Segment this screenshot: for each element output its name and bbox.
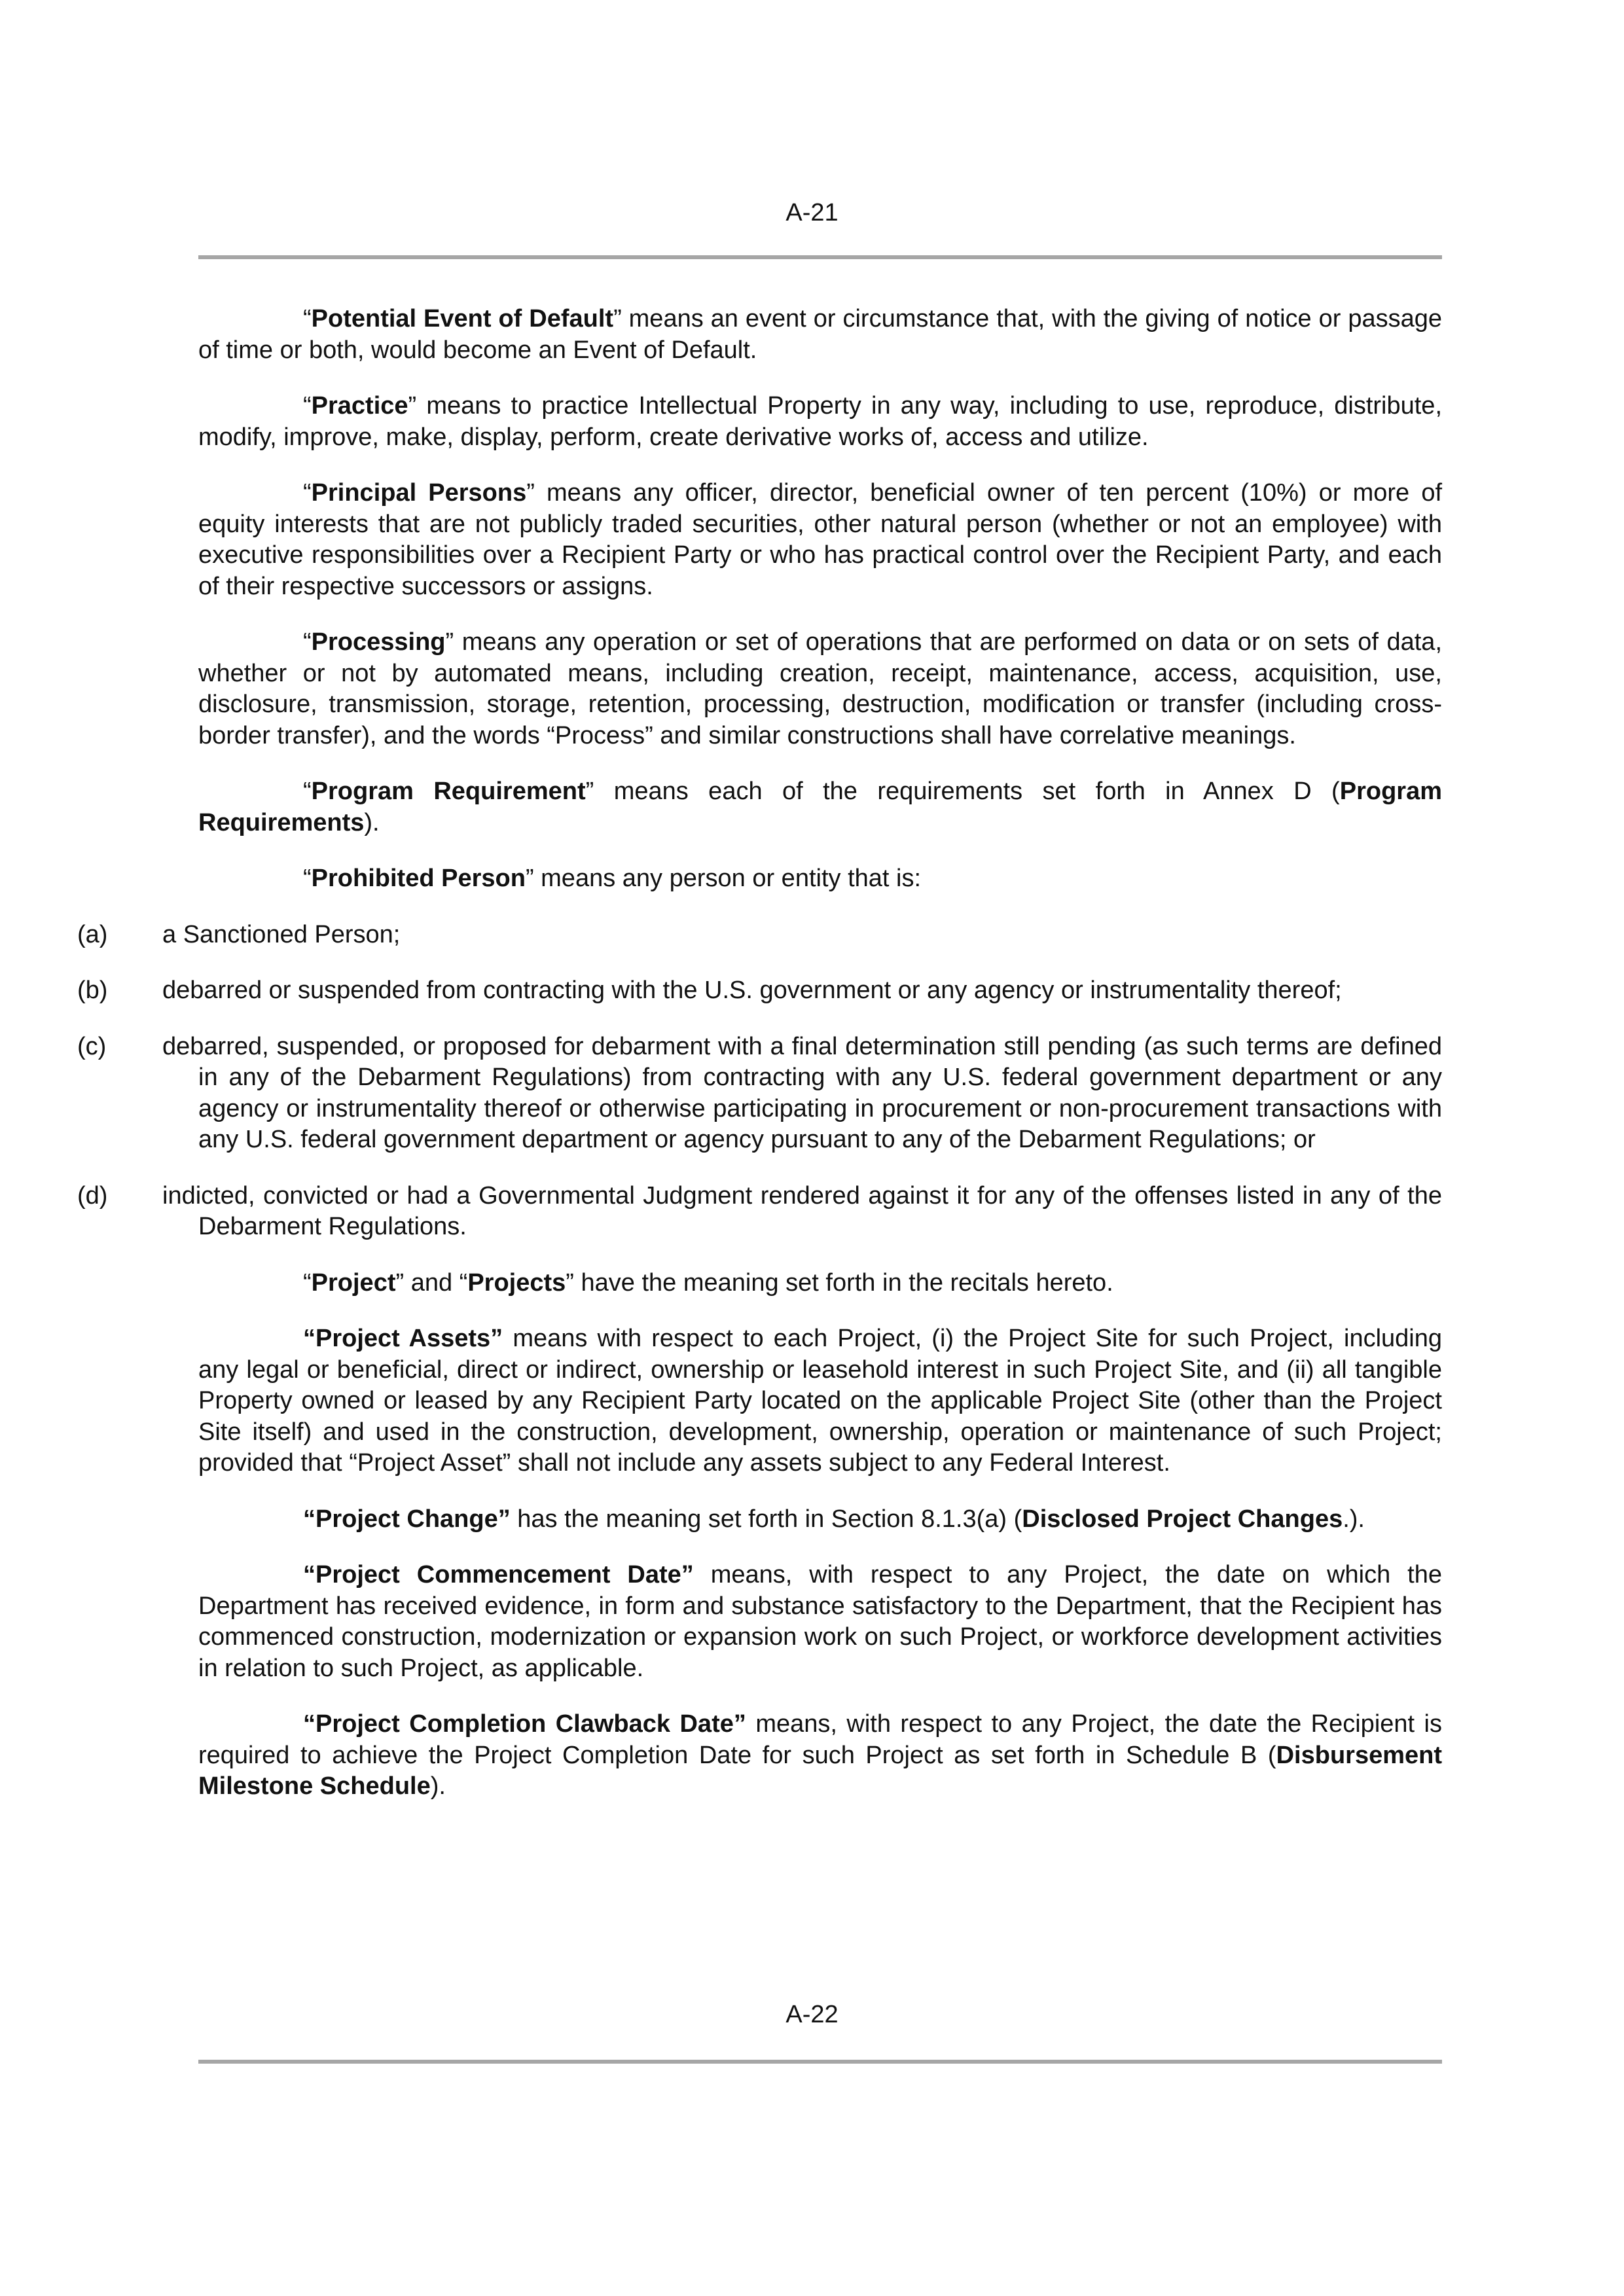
definition-text: means, with respect to any Project, the date on which the Department has received evidence, in form and substance satisfactory to the Department, that the Recipient has commenced construction, modernization or expansion work on such Project, or workforce development activities in relation to such Project, as applicable. xyxy=(198,1561,1443,1682)
list-item-label: (c) xyxy=(77,1032,107,1060)
definition-close: ). xyxy=(430,1772,446,1800)
document-body xyxy=(77,304,1443,1803)
list-item-label: (b) xyxy=(77,977,108,1004)
list-item xyxy=(77,920,1442,951)
defined-term: Program Requirement xyxy=(311,778,586,805)
definition-processing xyxy=(198,627,1442,751)
definition-principal-persons xyxy=(198,478,1442,602)
cross-reference: Disclosed Project Changes xyxy=(1022,1505,1343,1533)
defined-term: “Project Assets” xyxy=(303,1325,503,1352)
definition-project-commencement-date xyxy=(198,1560,1442,1684)
open-quote: “ xyxy=(303,628,312,656)
definition-close: .). xyxy=(1343,1505,1365,1533)
open-quote: “ xyxy=(303,479,312,507)
defined-term: “Project Change” xyxy=(303,1505,511,1533)
page-number-header: A-21 xyxy=(785,199,839,226)
list-item-text: debarred, suspended, or proposed for debarment with a final determination still pending (as such terms are defined in any of the Debarment Regulations) from contracting with any U.S. federal government department or any agency or instrumentality thereof or otherwise participating in procurement or non-procurement transactions with any U.S. federal government department or agency pursuant to any of the Debarment Regulations; or xyxy=(162,1032,1442,1153)
definition-project xyxy=(198,1268,1442,1299)
list-item-text: a Sanctioned Person; xyxy=(162,920,401,948)
defined-term: Practice xyxy=(311,392,408,420)
header-divider xyxy=(198,255,1442,259)
definition-project-assets xyxy=(198,1323,1442,1479)
open-quote: “ xyxy=(303,392,312,420)
list-item xyxy=(77,1181,1442,1243)
defined-term: Project xyxy=(311,1268,396,1297)
list-item-label: (d) xyxy=(77,1181,108,1210)
definition-text: ” means to practice Intellectual Property in any way, including to use, reproduce, distribute, modify, improve, make, display, perform, create derivative works of, access and utilize. xyxy=(198,392,1442,451)
open-quote: “ xyxy=(303,305,312,332)
defined-term: Prohibited Person xyxy=(311,865,526,892)
definition-join: ” and “ xyxy=(395,1268,468,1297)
cross-reference: Disbursement Milestone Schedule xyxy=(198,1741,1442,1800)
definition-program-requirement xyxy=(198,776,1442,838)
footer-divider xyxy=(198,2060,1442,2064)
definition-project-change xyxy=(198,1504,1442,1535)
definition-prohibited-person xyxy=(198,863,1442,895)
definition-text: ” means an event or circumstance that, with the giving of notice or passage of time or both, would become an Event of Default. xyxy=(198,305,1442,364)
open-quote: “ xyxy=(303,865,312,892)
defined-term: Potential Event of Default xyxy=(311,305,614,332)
page-number-footer: A-22 xyxy=(785,2001,839,2028)
list-item xyxy=(77,1031,1442,1156)
list-item xyxy=(77,975,1442,1007)
definition-text: has the meaning set forth in Section 8.1.3(a) ( xyxy=(510,1505,1022,1533)
definition-text: means, with respect to any Project, the date the Recipient is required to achieve the Project Completion Date for such Project as set forth in Schedule B ( xyxy=(198,1710,1442,1769)
defined-term: Projects xyxy=(467,1268,566,1297)
definition-practice xyxy=(198,391,1442,453)
definition-close: ). xyxy=(364,808,380,836)
definition-project-completion-clawback-date xyxy=(198,1709,1442,1803)
definition-text: means with respect to each Project, (i) the Project Site for such Project, including any legal or beneficial, direct or indirect, ownership or leasehold interest in such Project Site, and (ii) all tangible Property owned or leased by any Recipient Party located on the applicable Project Site (other than the Project Site itself) and used in the construction, development, ownership, operation or maintenance of such Project; provided that “Project Asset” shall not include any assets subject to any Federal Interest. xyxy=(198,1325,1442,1477)
definition-potential-event-of-default xyxy=(198,304,1442,366)
definition-text: ” have the meaning set forth in the recitals hereto. xyxy=(566,1268,1113,1297)
defined-term: Principal Persons xyxy=(311,479,527,507)
list-item-text: indicted, convicted or had a Governmental Judgment rendered against it for any of the offenses listed in any of the Debarment Regulations. xyxy=(162,1181,1442,1240)
definition-text: ” means any operation or set of operations that are performed on data or on sets of data, whether or not by automated means, including creation, receipt, maintenance, access, acquisition, use, disclosure, transmission, storage, retention, processing, destruction, modification or transfer (including cross-border transfer), and the words “Process” and similar constructions shall have correlative meanings. xyxy=(198,628,1442,749)
definition-text: ” means each of the requirements set forth in Annex D ( xyxy=(585,778,1340,805)
list-item-label: (a) xyxy=(77,920,108,948)
defined-term: Processing xyxy=(311,628,446,656)
cross-reference: Program Requirements xyxy=(198,778,1442,836)
defined-term: “Project Completion Clawback Date” xyxy=(303,1710,746,1738)
open-quote: “ xyxy=(303,778,312,805)
list-item-text: debarred or suspended from contracting with the U.S. government or any agency or instrumentality thereof; xyxy=(162,977,1342,1004)
definition-text: ” means any person or entity that is: xyxy=(525,865,922,892)
defined-term: “Project Commencement Date” xyxy=(303,1561,694,1588)
open-quote: “ xyxy=(303,1268,312,1297)
definition-text: ” means any officer, director, beneficial owner of ten percent (10%) or more of equity interests that are not publicly traded securities, other natural person (whether or not an employee) with executive responsibilities over a Recipient Party or who has practical control over the Recipient Party, and each of their respective successors or assigns. xyxy=(198,479,1443,600)
